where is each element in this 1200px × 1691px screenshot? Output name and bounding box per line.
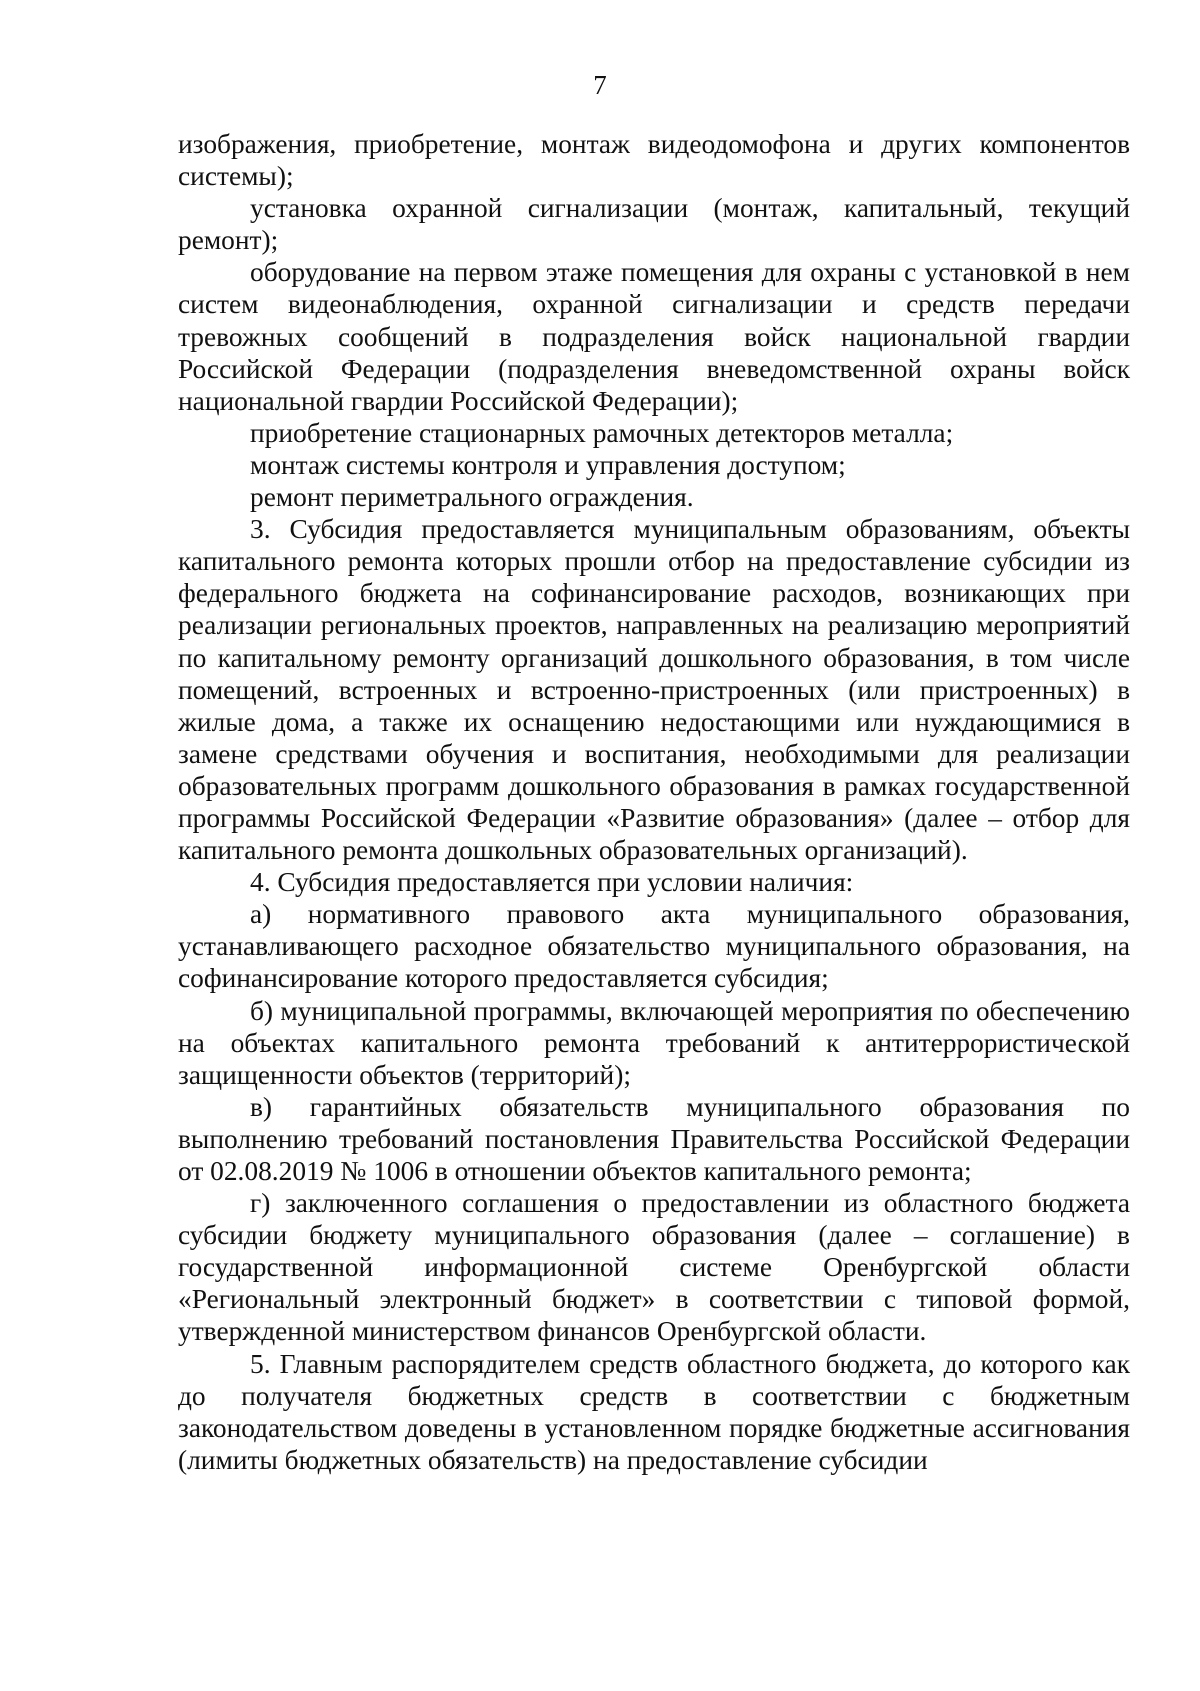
paragraph-section-4: 4. Субсидия предоставляется при условии наличия: [250, 867, 854, 898]
paragraph-section-3: 3. Субсидия предоставляется муниципальным образованиям, объекты капитального ремонта которых прошли отбор на предоставление субсидии из федерального бюджета на софинансирование расходов, возникающих при реализации региональных проектов, направленных на реализацию мероприятий по капитальному ремонту организаций дошкольного образования, в том числе помещений, встроенных и встроенно-пристроенных (или пристроенных) в жилые дома, а также их оснащению недостающими или нуждающимися в замене средствами обучения и воспитания, необходимыми для реализации образовательных программ дошкольного образования в рамках государственной программы Российской Федерации «Развитие образования» (далее – отбор для капитального ремонта дошкольных образовательных организаций). [178, 514, 1130, 866]
paragraph-item-v: в) гарантийных обязательств муниципального образования по выполнению требований постановления Правительства Российской Федерации от 02.08.2019 № 1006 в отношении объектов капитального ремонта; [178, 1091, 1130, 1186]
paragraph: приобретение стационарных рамочных детекторов металла; [250, 417, 954, 448]
paragraph-item-b: б) муниципальной программы, включающей мероприятия по обеспечению на объектах капитального ремонта требований к антитеррористической защищенности объектов (территорий); [178, 995, 1130, 1090]
paragraph: монтаж системы контроля и управления доступом; [250, 449, 846, 480]
page-number: 7 [593, 70, 607, 100]
paragraph: ремонт периметрального ограждения. [250, 482, 694, 513]
document-body [178, 128, 1130, 1476]
paragraph: оборудование на первом этаже помещения для охраны с установкой в нем систем видеонаблюдения, охранной сигнализации и средств передачи тревожных сообщений в подразделения войск национальной гвардии Российской Федерации (подразделения вневедомственной охраны войск национальной гвардии Российской Федерации); [178, 257, 1130, 416]
paragraph-section-5: 5. Главным распорядителем средств областного бюджета, до которого как до получателя бюджетных средств в соответствии с бюджетным законодательством доведены в установленном порядке бюджетные ассигнования (лимиты бюджетных обязательств) на предоставление субсидии [178, 1348, 1130, 1475]
paragraph-item-g: г) заключенного соглашения о предоставлении из областного бюджета субсидии бюджету муниципального образования (далее – соглашение) в государственной информационной системе Оренбургской области «Региональный электронный бюджет» в соответствии с типовой формой, утвержденной министерством финансов Оренбургской области. [178, 1188, 1130, 1347]
paragraph: изображения, приобретение, монтаж видеодомофона и других компонентов системы); [178, 129, 1130, 192]
paragraph-item-a: а) нормативного правового акта муниципального образования, устанавливающего расходное обязательство муниципального образования, на софинансирование которого предоставляется субсидия; [178, 899, 1130, 994]
paragraph: установка охранной сигнализации (монтаж, капитальный, текущий ремонт); [178, 193, 1130, 256]
